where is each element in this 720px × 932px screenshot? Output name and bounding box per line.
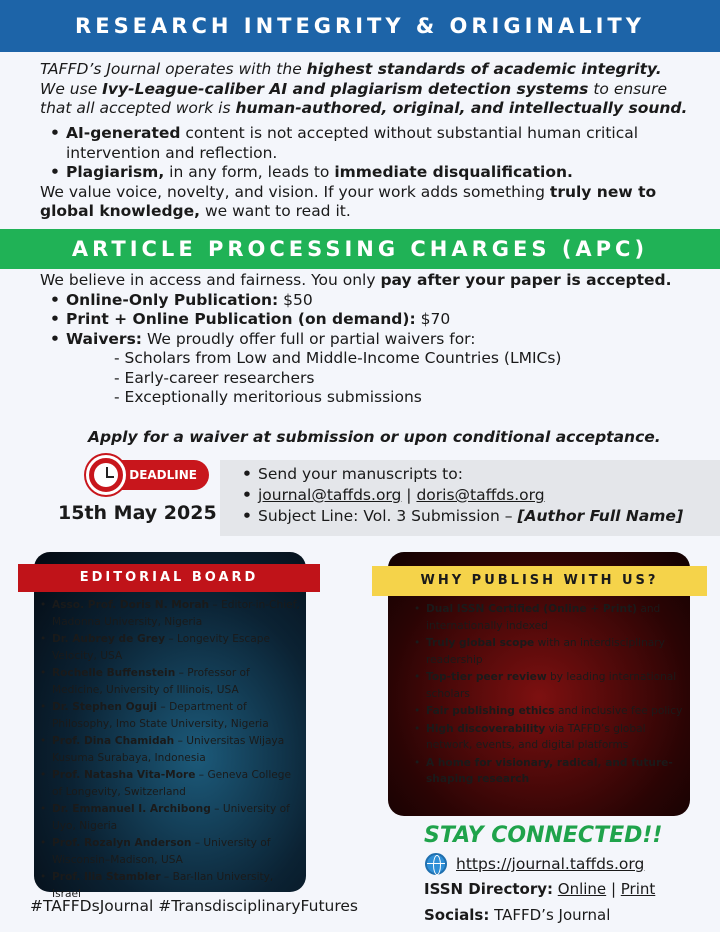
issn-directory: ISSN Directory: Online | Print	[424, 880, 656, 898]
waiver-item: - Exceptionally meritorious submissions	[114, 388, 422, 406]
apc-section	[40, 271, 690, 408]
apc-title: ARTICLE PROCESSING CHARGES (APC)	[0, 229, 720, 269]
editorial-board-title: EDITORIAL BOARD	[18, 564, 320, 592]
submission-info	[220, 460, 720, 536]
board-member: • Dr. Aubrey de Grey – Longevity Escape Velocity, USA	[38, 631, 300, 664]
email-list: • journal@taffds.org | doris@taffds.org	[232, 485, 720, 506]
stay-connected-title: STAY CONNECTED!!	[424, 823, 663, 848]
list-item: • Plagiarism, in any form, leads to immediate disqualification.	[40, 163, 690, 183]
apc-intro: We believe in access and fairness. You only pay after your paper is accepted.	[40, 271, 672, 289]
why-publish-title: WHY PUBLISH WITH US?	[372, 566, 707, 596]
board-member: • Prof. Natasha Vita-More – Geneva College of Longevity, Switzerland	[38, 767, 300, 800]
waiver-apply-note: Apply for a waiver at submission or upon conditional acceptance.	[88, 428, 661, 446]
why-item: • Top-tier peer review by leading international scholars	[412, 669, 684, 702]
list-item: • AI-generated content is not accepted without substantial human critical intervention and reflection.	[40, 124, 690, 163]
why-item: • A home for visionary, radical, and future-shaping research	[412, 755, 684, 788]
board-member: • Dr. Stephen Oguji – Department of Philosophy, Imo State University, Nigeria	[38, 699, 300, 732]
email-link-doris[interactable]: doris@taffds.org	[416, 486, 545, 504]
journal-url-link[interactable]: https://journal.taffds.org	[456, 855, 645, 873]
deadline-block	[58, 460, 218, 524]
email-link-journal[interactable]: journal@taffds.org	[258, 486, 402, 504]
board-member: • Prof. Ilia Stambler – Bar-Ilan University, Israel	[38, 869, 300, 902]
board-member: • Asso. Prof. Doris N. Morah – Editor-in-Chief, Madonna University, Nigeria	[38, 597, 300, 630]
list-item: • Waivers: We proudly offer full or partial waivers for:	[40, 330, 690, 350]
integrity-intro: TAFFD’s Journal operates with the highest standards of academic integrity. We use Ivy-League-caliber AI and plagiarism detection systems to ensure that all accepted work is human-authored, original, and intellectually sound.	[40, 60, 688, 117]
why-item: • Fair publishing ethics and inclusive fee policy	[412, 703, 684, 720]
globe-icon	[425, 853, 447, 875]
board-member: • Prof. Dina Chamidah – Universitas Wijaya Kusuma Surabaya, Indonesia	[38, 733, 300, 766]
board-member: • Prof. Rozalyn Anderson – University of Wisconsin–Madison, USA	[38, 835, 300, 868]
editorial-board-list	[38, 597, 300, 903]
list-item: • Online-Only Publication: $50	[40, 291, 690, 311]
why-item: • Truly global scope with an interdisciplinary readership	[412, 635, 684, 668]
issn-print-link[interactable]: Print	[620, 880, 656, 898]
waiver-item: - Early-career researchers	[114, 368, 315, 387]
board-member: • Rochelle Buffenstein – Professor of Medicine, University of Illinois, USA	[38, 665, 300, 698]
socials: Socials: TAFFD’s Journal	[424, 906, 611, 924]
why-publish-list	[412, 601, 684, 789]
deadline-badge: DEADLINE	[94, 460, 209, 490]
list-item: • Print + Online Publication (on demand): $70	[40, 310, 690, 330]
integrity-title: RESEARCH INTEGRITY & ORIGINALITY	[0, 0, 720, 52]
why-item: • Dual ISSN Certified (Online + Print) and internationally indexed	[412, 601, 684, 634]
deadline-date: 15th May 2025	[58, 502, 217, 524]
issn-online-link[interactable]: Online	[557, 880, 607, 898]
clock-icon	[86, 455, 126, 495]
value-statement: We value voice, novelty, and vision. If your work adds something truly new to global knowledge, we want to read it.	[40, 182, 657, 220]
hashtags: #TAFFDsJournal #TransdisciplinaryFutures	[30, 897, 358, 915]
why-item: • High discoverability via TAFFD’s global network, events, and digital platforms	[412, 721, 684, 754]
subject-line: • Subject Line: Vol. 3 Submission – [Author Full Name]	[232, 506, 720, 527]
integrity-bullets	[40, 124, 690, 222]
waiver-item: - Scholars from Low and Middle-Income Countries (LMICs)	[114, 349, 562, 367]
send-label: • Send your manuscripts to:	[232, 464, 720, 485]
board-member: • Dr. Emmanuel I. Archibong – University of Uyo, Nigeria	[38, 801, 300, 834]
